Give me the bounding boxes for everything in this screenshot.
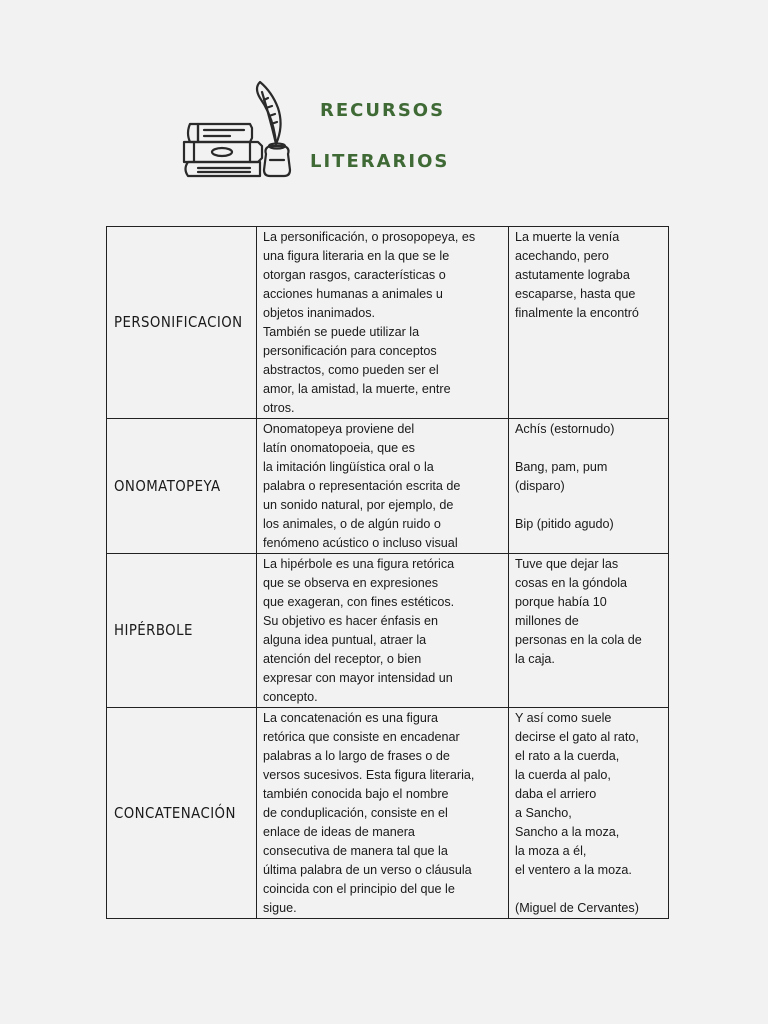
- example-text: Y así como suele decirse el gato al rato, el rato a la cuerda, la cuerda al palo, daba el arriero a Sancho, Sancho a la moza, la moza a él, el ventero a la moza. (Miguel de Cervantes): [515, 711, 639, 915]
- example-cell: [509, 227, 669, 419]
- example-cell: [509, 708, 669, 919]
- term-label: HIPÉRBOLE: [114, 621, 193, 639]
- definition-text: La concatenación es una figura retórica que consiste en encadenar palabras a lo largo de frases o de versos sucesivos. Esta figura literaria, también conocida bajo el nombre de conduplicación, consiste en el enlace de ideas de manera consecutiva de manera tal que la última palabra de un verso o cláusula coincida con el principio del que le sigue.: [263, 711, 475, 915]
- example-text: Achís (estornudo) Bang, pam, pum (disparo) Bip (pitido agudo): [515, 422, 615, 531]
- term-cell: [107, 708, 257, 919]
- definition-cell: [257, 708, 509, 919]
- definition-cell: [257, 419, 509, 554]
- definition-text: La hipérbole es una figura retórica que se observa en expresiones que exageran, con fines estéticos. Su objetivo es hacer énfasis en alguna idea puntual, atraer la atención del receptor, o bien expresar con mayor intensidad un concepto.: [263, 557, 455, 704]
- example-cell: [509, 419, 669, 554]
- term-cell: [107, 227, 257, 419]
- table-row: [107, 419, 669, 554]
- term-cell: [107, 554, 257, 708]
- example-text: La muerte la venía acechando, pero astutamente lograba escaparse, hasta que finalmente la encontró: [515, 230, 639, 320]
- definition-cell: [257, 227, 509, 419]
- table-row: [107, 554, 669, 708]
- definition-text: La personificación, o prosopopeya, es una figura literaria en la que se le otorgan rasgos, características o acciones humanas a animales u objetos inanimados. También se puede utilizar la personificación para conceptos abstractos, como pueden ser el amor, la amistad, la muerte, entre otros.: [263, 230, 476, 415]
- page-title-line-2: literarios: [310, 144, 450, 173]
- term-label: CONCATENACIÓN: [114, 803, 236, 822]
- example-cell: [509, 554, 669, 708]
- term-label: ONOMATOPEYA: [114, 476, 221, 495]
- books-and-quill-icon: [180, 78, 298, 180]
- table-row: [107, 227, 669, 419]
- table-row: [107, 708, 669, 919]
- term-label: PERSONIFICACION: [114, 313, 243, 331]
- definition-cell: [257, 554, 509, 708]
- page-title-line-1: recursos: [320, 93, 446, 122]
- example-text: Tuve que dejar las cosas en la góndola porque había 10 millones de personas en la cola de la caja.: [515, 557, 642, 666]
- definition-text: Onomatopeya proviene del latín onomatopoeia, que es la imitación lingüística oral o la palabra o representación escrita de un sonido natural, por ejemplo, de los animales, o de algún ruido o fenómeno acústico o incluso visual: [263, 422, 461, 550]
- literary-devices-table: [106, 226, 669, 919]
- term-cell: [107, 419, 257, 554]
